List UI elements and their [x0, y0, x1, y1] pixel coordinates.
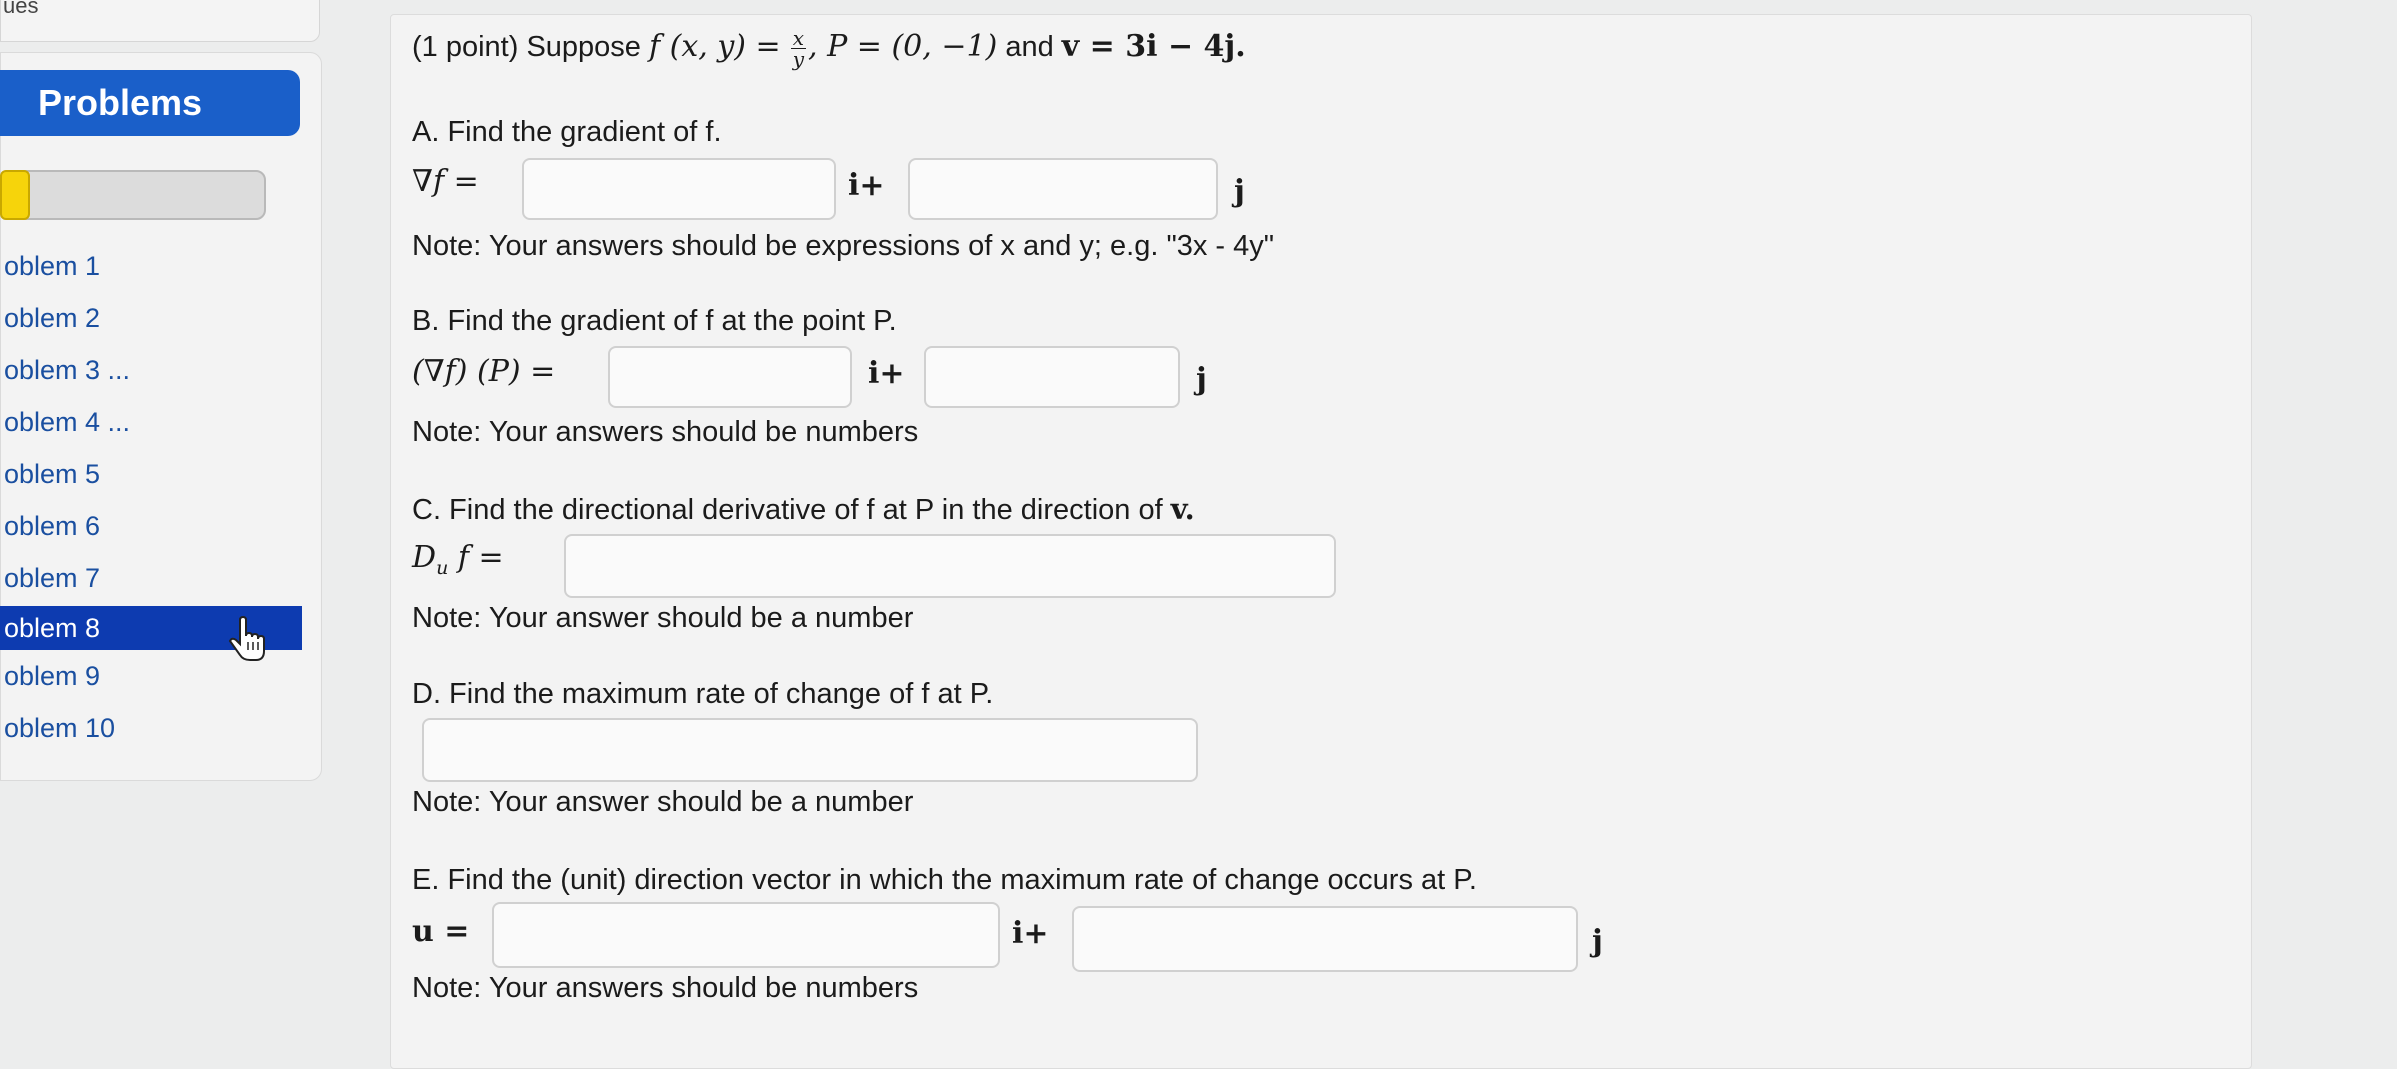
problem-statement	[412, 28, 1246, 69]
part-c-prompt-text: C. Find the directional derivative of f at P in the direction of	[412, 494, 1163, 526]
part-a-i-label: i+	[848, 168, 885, 203]
part-c-vector-v: v.	[1170, 492, 1195, 526]
part-a-lhs-text: ∇f =	[412, 164, 479, 199]
part-c-note: Note: Your answer should be a number	[412, 602, 914, 634]
intro-prefix: (1 point) Suppose	[412, 31, 641, 64]
part-a-j-input[interactable]	[908, 158, 1218, 220]
hand-cursor-icon	[228, 616, 268, 666]
part-a-prompt: A. Find the gradient of f.	[412, 116, 722, 148]
point-p-definition: , P = (0, −1)	[808, 29, 998, 65]
part-c-prompt	[412, 492, 1195, 527]
sidebar-problem-link-9[interactable]: oblem 9	[4, 661, 101, 691]
part-b-i-label: i+	[868, 356, 905, 391]
part-e-note: Note: Your answers should be numbers	[412, 972, 919, 1004]
part-c-lhs-rest: f =	[457, 540, 504, 575]
part-e-i-input[interactable]	[492, 902, 1000, 968]
part-c-lhs	[412, 540, 504, 579]
sidebar-problem-link-1[interactable]: oblem 1	[4, 251, 101, 281]
part-b-lhs-text: (∇f) (P) =	[412, 354, 556, 389]
sidebar-problem-link-5[interactable]: oblem 5	[4, 459, 101, 489]
part-c-lhs-sub: u	[436, 557, 449, 579]
sidebar-problem-link-10[interactable]: oblem 10	[4, 713, 116, 743]
part-b-i-input[interactable]	[608, 346, 852, 408]
part-e-j-input[interactable]	[1072, 906, 1578, 972]
part-e-prompt: E. Find the (unit) direction vector in which the maximum rate of change occurs at P.	[412, 864, 1477, 896]
vector-v-definition: v = 3i − 4j.	[1061, 29, 1246, 65]
part-b-note: Note: Your answers should be numbers	[412, 416, 919, 448]
part-b-j-input[interactable]	[924, 346, 1180, 408]
and-text: and	[1005, 31, 1054, 64]
sidebar-top-panel	[0, 0, 320, 42]
part-b-lhs	[412, 354, 555, 389]
part-d-note: Note: Your answer should be a number	[412, 786, 914, 818]
part-c-input[interactable]	[564, 534, 1336, 598]
part-c-lhs-d: D	[412, 540, 437, 575]
f-denominator: y	[792, 47, 805, 71]
part-d-prompt: D. Find the maximum rate of change of f at P.	[412, 678, 994, 710]
problem-list	[0, 240, 302, 754]
part-a-lhs	[412, 164, 479, 199]
f-fraction	[791, 28, 806, 69]
sidebar-problem-link-2[interactable]: oblem 2	[4, 303, 101, 333]
sidebar-problem-link-4[interactable]: oblem 4 ...	[4, 407, 131, 437]
sidebar-problem-link-8[interactable]: oblem 8	[0, 606, 302, 650]
part-a-note: Note: Your answers should be expressions of x and y; e.g. "3x - 4y"	[412, 230, 1275, 262]
part-e-i-label: i+	[1012, 916, 1049, 951]
f-definition-lhs: f (x, y) =	[649, 29, 781, 65]
progress-bar-fill	[0, 170, 30, 220]
progress-bar	[0, 170, 266, 220]
part-a-i-input[interactable]	[522, 158, 836, 220]
sidebar-problem-link-6[interactable]: oblem 6	[4, 511, 101, 541]
part-a-j-label: j	[1234, 174, 1245, 209]
part-b-j-label: j	[1196, 362, 1207, 397]
sidebar-problem-link-7[interactable]: oblem 7	[4, 563, 101, 593]
f-numerator: x	[792, 26, 805, 50]
sidebar-problem-link-3[interactable]: oblem 3 ...	[4, 355, 131, 385]
part-e-j-label: j	[1592, 924, 1603, 959]
sidebar-top-clipped-text: ues	[3, 0, 39, 18]
problems-header[interactable]: Problems	[0, 70, 300, 136]
part-b-prompt: B. Find the gradient of f at the point P.	[412, 305, 897, 337]
part-e-lhs: u =	[412, 914, 470, 949]
part-d-input[interactable]	[422, 718, 1198, 782]
